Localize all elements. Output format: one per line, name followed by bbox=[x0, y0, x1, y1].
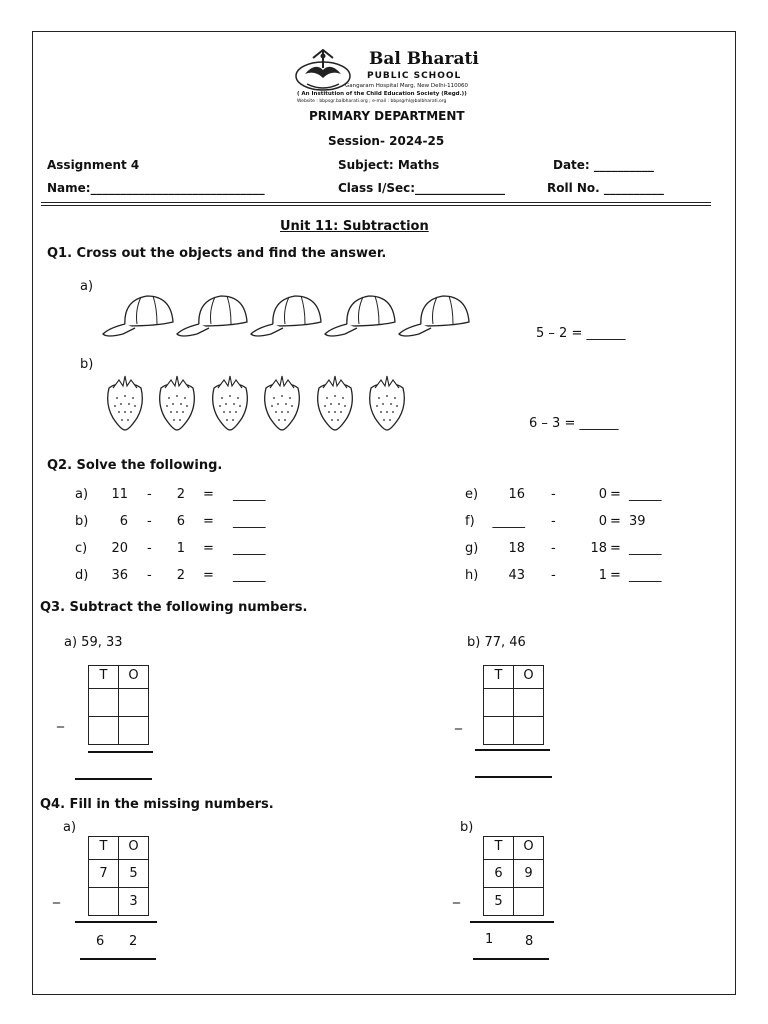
q4-b-rule-bottom bbox=[473, 958, 549, 960]
q2-left-op: - bbox=[147, 487, 152, 502]
q2-left-eq: = bbox=[203, 514, 214, 529]
q1-b-strawberries bbox=[101, 372, 421, 434]
q2-left-op: - bbox=[147, 568, 152, 583]
answer-cell[interactable] bbox=[119, 717, 149, 745]
q3-b-label: b) 77, 46 bbox=[467, 635, 526, 650]
answer-cell[interactable] bbox=[89, 689, 119, 717]
q2-right-op: - bbox=[551, 541, 556, 556]
q2-right-eq: = bbox=[610, 568, 621, 583]
school-emblem-icon bbox=[293, 46, 353, 96]
q2-left-eq: = bbox=[203, 568, 214, 583]
q1-b-label: b) bbox=[80, 357, 94, 372]
q3-a-label: a) 59, 33 bbox=[64, 635, 123, 650]
q2-left-n2: 1 bbox=[176, 541, 185, 556]
q4-b-grid bbox=[483, 836, 544, 916]
q2-left-n1: 20 bbox=[111, 541, 128, 556]
q1-a-label: a) bbox=[80, 279, 94, 294]
q2-left-ans[interactable]: _____ bbox=[233, 568, 266, 583]
q2-left-eq: = bbox=[203, 487, 214, 502]
session-label: Session- 2024-25 bbox=[328, 134, 445, 148]
q3-b-grid bbox=[483, 665, 544, 745]
missing-digit-cell[interactable] bbox=[89, 888, 119, 916]
o-column-header: O bbox=[514, 837, 544, 860]
q2-right-ans[interactable]: _____ bbox=[629, 541, 662, 556]
q2-right-n2: 18 bbox=[590, 541, 607, 556]
q2-right-n1: 16 bbox=[508, 487, 525, 502]
q2-left-ans[interactable]: _____ bbox=[233, 487, 266, 502]
school-website: Website : bbpsgr.balbharati.org ; e-mail : bbpsgrhl@balbharati.org bbox=[297, 99, 447, 104]
q2-left-eq: = bbox=[203, 541, 214, 556]
t-column-header: T bbox=[484, 837, 514, 860]
q4-a-result-ones: 2 bbox=[129, 934, 138, 949]
q2-right-n1[interactable]: _____ bbox=[492, 514, 525, 529]
q2-left-op: - bbox=[147, 541, 152, 556]
school-logo bbox=[293, 44, 493, 104]
school-subtitle: PUBLIC SCHOOL bbox=[367, 71, 462, 81]
q4-title: Q4. Fill in the missing numbers. bbox=[40, 797, 274, 812]
digit-cell: 3 bbox=[119, 888, 149, 916]
answer-cell[interactable] bbox=[514, 689, 544, 717]
answer-cell[interactable] bbox=[514, 717, 544, 745]
worksheet-page bbox=[32, 31, 736, 995]
q2-left-op: - bbox=[147, 514, 152, 529]
q4-a-minus-sign: _ bbox=[53, 888, 60, 904]
q2-left-n1: 6 bbox=[119, 514, 128, 529]
q2-right-label: h) bbox=[465, 568, 479, 583]
q4-b-rule-top bbox=[470, 921, 554, 923]
q2-right-ans[interactable]: _____ bbox=[629, 487, 662, 502]
q2-left-ans[interactable]: _____ bbox=[233, 541, 266, 556]
department-title: PRIMARY DEPARTMENT bbox=[309, 109, 465, 123]
q2-right-ans[interactable]: _____ bbox=[629, 568, 662, 583]
missing-digit-cell[interactable] bbox=[514, 888, 544, 916]
answer-cell[interactable] bbox=[89, 717, 119, 745]
school-institution: ( An Institution of the Child Education Society (Regd.)) bbox=[297, 91, 467, 97]
q4-a-result-tens: 6 bbox=[96, 934, 105, 949]
answer-cell[interactable] bbox=[119, 689, 149, 717]
q1-a-equation[interactable]: 5 – 2 = ______ bbox=[536, 326, 626, 341]
q2-left-n1: 36 bbox=[111, 568, 128, 583]
q4-b-label: b) bbox=[460, 820, 474, 835]
school-address: Gangaram Hospital Marg, New Delhi-110060 bbox=[345, 83, 469, 89]
digit-cell: 6 bbox=[484, 860, 514, 888]
strawberry-icon[interactable] bbox=[108, 376, 143, 430]
o-column-header: O bbox=[119, 666, 149, 689]
answer-cell[interactable] bbox=[484, 689, 514, 717]
school-name: Bal Bharati bbox=[369, 49, 479, 69]
q3-b-rule-bottom bbox=[475, 776, 552, 778]
t-column-header: T bbox=[89, 837, 119, 860]
q2-right-n1: 43 bbox=[508, 568, 525, 583]
separator-line-bottom bbox=[41, 205, 711, 206]
separator-line-top bbox=[41, 202, 711, 203]
q2-right-n2: 1 bbox=[598, 568, 607, 583]
q2-right-eq: = bbox=[610, 514, 621, 529]
unit-title: Unit 11: Subtraction bbox=[280, 219, 429, 234]
q3-b-rule-top bbox=[475, 749, 550, 751]
answer-cell[interactable] bbox=[484, 717, 514, 745]
q3-title: Q3. Subtract the following numbers. bbox=[40, 600, 308, 615]
strawberry-icon[interactable] bbox=[160, 376, 195, 430]
q2-right-ans: 39 bbox=[629, 514, 646, 529]
q2-title: Q2. Solve the following. bbox=[47, 458, 223, 473]
assignment-label: Assignment 4 bbox=[47, 158, 140, 172]
q2-left-label: b) bbox=[75, 514, 89, 529]
t-column-header: T bbox=[484, 666, 514, 689]
digit-cell: 7 bbox=[89, 860, 119, 888]
cap-icon[interactable] bbox=[325, 296, 395, 336]
strawberry-icon[interactable] bbox=[370, 376, 405, 430]
q3-a-rule-top bbox=[88, 751, 153, 753]
strawberry-icon[interactable] bbox=[265, 376, 300, 430]
q4-b-minus-sign: _ bbox=[453, 888, 460, 904]
q2-left-label: c) bbox=[75, 541, 88, 556]
roll-no-field: Roll No. __________ bbox=[547, 181, 664, 195]
q2-right-label: e) bbox=[465, 487, 479, 502]
digit-cell: 5 bbox=[119, 860, 149, 888]
t-column-header: T bbox=[89, 666, 119, 689]
q2-left-n2: 2 bbox=[176, 568, 185, 583]
digit-cell: 9 bbox=[514, 860, 544, 888]
date-field: Date: __________ bbox=[553, 158, 654, 172]
q2-right-op: - bbox=[551, 514, 556, 529]
cap-icon[interactable] bbox=[103, 296, 173, 336]
q1-title: Q1. Cross out the objects and find the answer. bbox=[47, 246, 387, 261]
q3-a-grid bbox=[88, 665, 149, 745]
q1-b-equation[interactable]: 6 – 3 = ______ bbox=[529, 416, 619, 431]
q2-right-n2: 0 bbox=[598, 514, 607, 529]
q3-a-minus-sign: _ bbox=[57, 712, 64, 728]
q2-right-label: f) bbox=[465, 514, 475, 529]
q2-right-op: - bbox=[551, 487, 556, 502]
q2-right-label: g) bbox=[465, 541, 479, 556]
q1-a-caps bbox=[101, 290, 481, 342]
q2-left-label: a) bbox=[75, 487, 89, 502]
q4-a-label: a) bbox=[63, 820, 77, 835]
q2-right-op: - bbox=[551, 568, 556, 583]
q4-a-rule-top bbox=[75, 921, 157, 923]
digit-cell: 5 bbox=[484, 888, 514, 916]
o-column-header: O bbox=[514, 666, 544, 689]
q2-left-n2: 6 bbox=[176, 514, 185, 529]
cap-icon[interactable] bbox=[399, 296, 469, 336]
q2-right-eq: = bbox=[610, 541, 621, 556]
q2-left-n2: 2 bbox=[176, 487, 185, 502]
q2-left-n1: 11 bbox=[111, 487, 128, 502]
q2-left-ans[interactable]: _____ bbox=[233, 514, 266, 529]
q2-right-eq: = bbox=[610, 487, 621, 502]
cap-icon[interactable] bbox=[177, 296, 247, 336]
q2-left-label: d) bbox=[75, 568, 89, 583]
class-section-field: Class I/Sec:_______________ bbox=[338, 181, 506, 195]
q2-right-n2: 0 bbox=[598, 487, 607, 502]
o-column-header: O bbox=[119, 837, 149, 860]
q2-right-n1: 18 bbox=[508, 541, 525, 556]
q4-a-grid bbox=[88, 836, 149, 916]
name-field: Name:_____________________________ bbox=[47, 181, 265, 195]
cap-icon[interactable] bbox=[251, 296, 321, 336]
q3-a-rule-bottom bbox=[75, 778, 152, 780]
q4-b-result-ones: 8 bbox=[525, 934, 534, 949]
q4-b-result-tens: 1 bbox=[485, 932, 494, 947]
strawberry-icon[interactable] bbox=[213, 376, 248, 430]
q3-b-minus-sign: _ bbox=[455, 714, 462, 730]
q4-a-rule-bottom bbox=[80, 958, 156, 960]
subject-label: Subject: Maths bbox=[338, 158, 440, 172]
strawberry-icon[interactable] bbox=[318, 376, 353, 430]
